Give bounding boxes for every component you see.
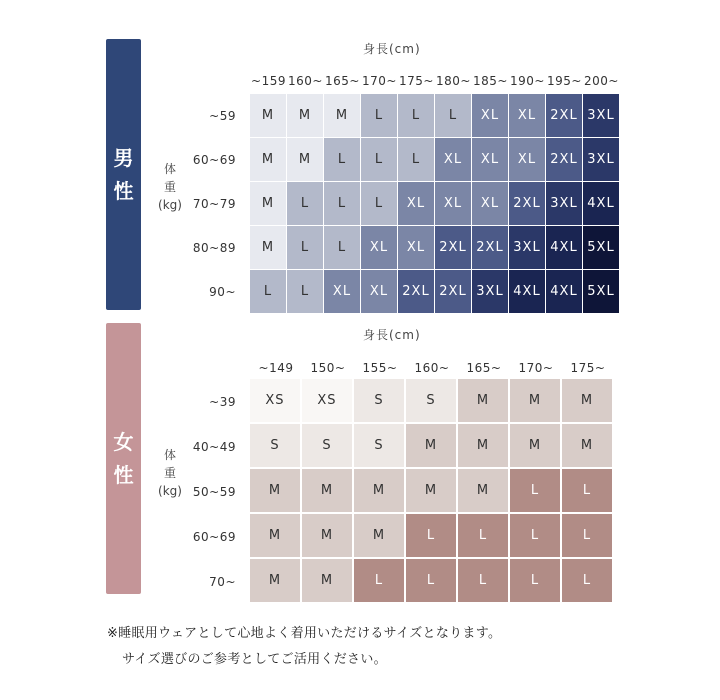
- height-header: ~149: [258, 361, 294, 375]
- height-header: 200~: [584, 74, 619, 88]
- size-cell: 3XL: [583, 138, 619, 181]
- size-cell: M: [250, 469, 300, 512]
- female-label-char-1: 女: [113, 429, 134, 454]
- male-label-char-2: 性: [113, 178, 134, 203]
- size-cell: M: [302, 559, 352, 602]
- size-cell: M: [287, 138, 323, 181]
- size-cell: L: [435, 94, 471, 137]
- size-cell: L: [287, 270, 323, 313]
- size-cell: L: [510, 514, 560, 557]
- weight-header: 90~: [209, 285, 236, 299]
- size-cell: L: [324, 138, 360, 181]
- size-cell: XL: [472, 182, 508, 225]
- height-header: 175~: [399, 74, 434, 88]
- size-cell: 4XL: [509, 270, 545, 313]
- size-cell: L: [458, 559, 508, 602]
- size-cell: L: [562, 559, 612, 602]
- weight-header: ~39: [209, 394, 236, 409]
- male-column-headers: [250, 74, 620, 88]
- size-cell: L: [361, 138, 397, 181]
- height-header: 175~: [570, 361, 606, 375]
- height-header: 165~: [466, 361, 502, 375]
- size-cell: L: [398, 138, 434, 181]
- height-header: 170~: [362, 74, 397, 88]
- size-cell: 2XL: [472, 226, 508, 269]
- size-cell: L: [324, 226, 360, 269]
- size-cell: S: [250, 424, 300, 467]
- note-line-1: ※睡眠用ウェアとして心地よく着用いただけるサイズとなります。: [107, 626, 502, 641]
- size-cell: 3XL: [583, 94, 619, 137]
- size-cell: M: [510, 379, 560, 422]
- size-cell: L: [250, 270, 286, 313]
- height-header: 160~: [414, 361, 450, 375]
- size-cell: XL: [472, 138, 508, 181]
- female-label-char-2: 性: [113, 462, 134, 487]
- size-cell: M: [458, 379, 508, 422]
- weight-header: ~59: [209, 109, 236, 123]
- weight-header: 40~49: [192, 439, 236, 454]
- size-cell: M: [562, 424, 612, 467]
- size-cell: 5XL: [583, 270, 619, 313]
- size-cell: M: [458, 469, 508, 512]
- size-cell: S: [354, 424, 404, 467]
- weight-label-char-2: 重: [163, 180, 176, 194]
- size-cell: XL: [509, 138, 545, 181]
- size-cell: 3XL: [509, 226, 545, 269]
- weight-label-unit: (kg): [158, 484, 182, 498]
- weight-header: 60~69: [192, 153, 236, 167]
- size-cell: L: [458, 514, 508, 557]
- size-cell: L: [510, 469, 560, 512]
- height-header: 160~: [288, 74, 323, 88]
- size-cell: L: [354, 559, 404, 602]
- size-cell: XS: [250, 379, 300, 422]
- size-cell: M: [458, 424, 508, 467]
- size-cell: M: [250, 514, 300, 557]
- height-header: ~159: [251, 74, 286, 88]
- size-cell: 2XL: [398, 270, 434, 313]
- height-header: 190~: [510, 74, 545, 88]
- note-line-2: サイズ選びのご参考としてご活用ください。: [122, 652, 387, 667]
- size-cell: L: [562, 514, 612, 557]
- height-header: 155~: [362, 361, 398, 375]
- size-cell: 5XL: [583, 226, 619, 269]
- size-cell: M: [250, 94, 286, 137]
- size-cell: XS: [302, 379, 352, 422]
- size-cell: M: [406, 469, 456, 512]
- male-size-table: [250, 94, 619, 313]
- size-cell: S: [406, 379, 456, 422]
- size-cell: XL: [398, 182, 434, 225]
- height-header: 150~: [310, 361, 346, 375]
- size-cell: XL: [509, 94, 545, 137]
- male-label-char-1: 男: [113, 145, 134, 170]
- size-cell: S: [354, 379, 404, 422]
- size-cell: M: [287, 94, 323, 137]
- size-cell: 2XL: [546, 138, 582, 181]
- female-height-axis-title: 身長(cm): [363, 328, 421, 342]
- size-cell: 4XL: [546, 226, 582, 269]
- size-cell: XL: [472, 94, 508, 137]
- size-cell: L: [361, 182, 397, 225]
- size-cell: M: [406, 424, 456, 467]
- size-cell: M: [302, 469, 352, 512]
- weight-label-char-1: 体: [163, 448, 176, 462]
- size-cell: 2XL: [435, 270, 471, 313]
- size-cell: M: [510, 424, 560, 467]
- size-cell: M: [250, 226, 286, 269]
- weight-header: 70~: [209, 574, 236, 589]
- size-cell: S: [302, 424, 352, 467]
- size-cell: M: [302, 514, 352, 557]
- weight-header: 80~89: [192, 241, 236, 255]
- size-cell: M: [250, 182, 286, 225]
- size-cell: L: [287, 226, 323, 269]
- size-cell: M: [562, 379, 612, 422]
- weight-label-unit: (kg): [158, 198, 182, 212]
- size-cell: 3XL: [472, 270, 508, 313]
- weight-header: 50~59: [192, 484, 236, 499]
- size-cell: XL: [361, 226, 397, 269]
- weight-label-char-1: 体: [163, 162, 176, 176]
- size-cell: L: [562, 469, 612, 512]
- female-section-label: [106, 323, 141, 594]
- height-header: 170~: [518, 361, 554, 375]
- size-cell: M: [250, 559, 300, 602]
- size-cell: L: [287, 182, 323, 225]
- size-cell: 4XL: [546, 270, 582, 313]
- size-cell: M: [324, 94, 360, 137]
- size-cell: L: [406, 514, 456, 557]
- size-cell: L: [324, 182, 360, 225]
- size-cell: XL: [324, 270, 360, 313]
- size-cell: L: [510, 559, 560, 602]
- height-header: 180~: [436, 74, 471, 88]
- size-cell: M: [354, 469, 404, 512]
- weight-header: 70~79: [192, 197, 236, 211]
- size-cell: XL: [398, 226, 434, 269]
- size-cell: 3XL: [546, 182, 582, 225]
- male-section-label: [106, 39, 141, 310]
- female-column-headers: [250, 361, 614, 375]
- size-cell: XL: [361, 270, 397, 313]
- size-cell: 2XL: [435, 226, 471, 269]
- size-cell: L: [406, 559, 456, 602]
- size-cell: 2XL: [546, 94, 582, 137]
- weight-header: 60~69: [192, 529, 236, 544]
- size-cell: 4XL: [583, 182, 619, 225]
- male-height-axis-title: 身長(cm): [363, 42, 421, 56]
- size-cell: L: [361, 94, 397, 137]
- size-cell: 2XL: [509, 182, 545, 225]
- size-cell: L: [398, 94, 434, 137]
- height-header: 195~: [547, 74, 582, 88]
- height-header: 165~: [325, 74, 360, 88]
- size-cell: M: [250, 138, 286, 181]
- size-cell: XL: [435, 182, 471, 225]
- male-row-headers: [180, 94, 236, 314]
- female-row-headers: [180, 379, 236, 604]
- weight-label-char-2: 重: [163, 466, 176, 480]
- size-cell: M: [354, 514, 404, 557]
- height-header: 185~: [473, 74, 508, 88]
- size-cell: XL: [435, 138, 471, 181]
- female-size-table: [250, 379, 612, 602]
